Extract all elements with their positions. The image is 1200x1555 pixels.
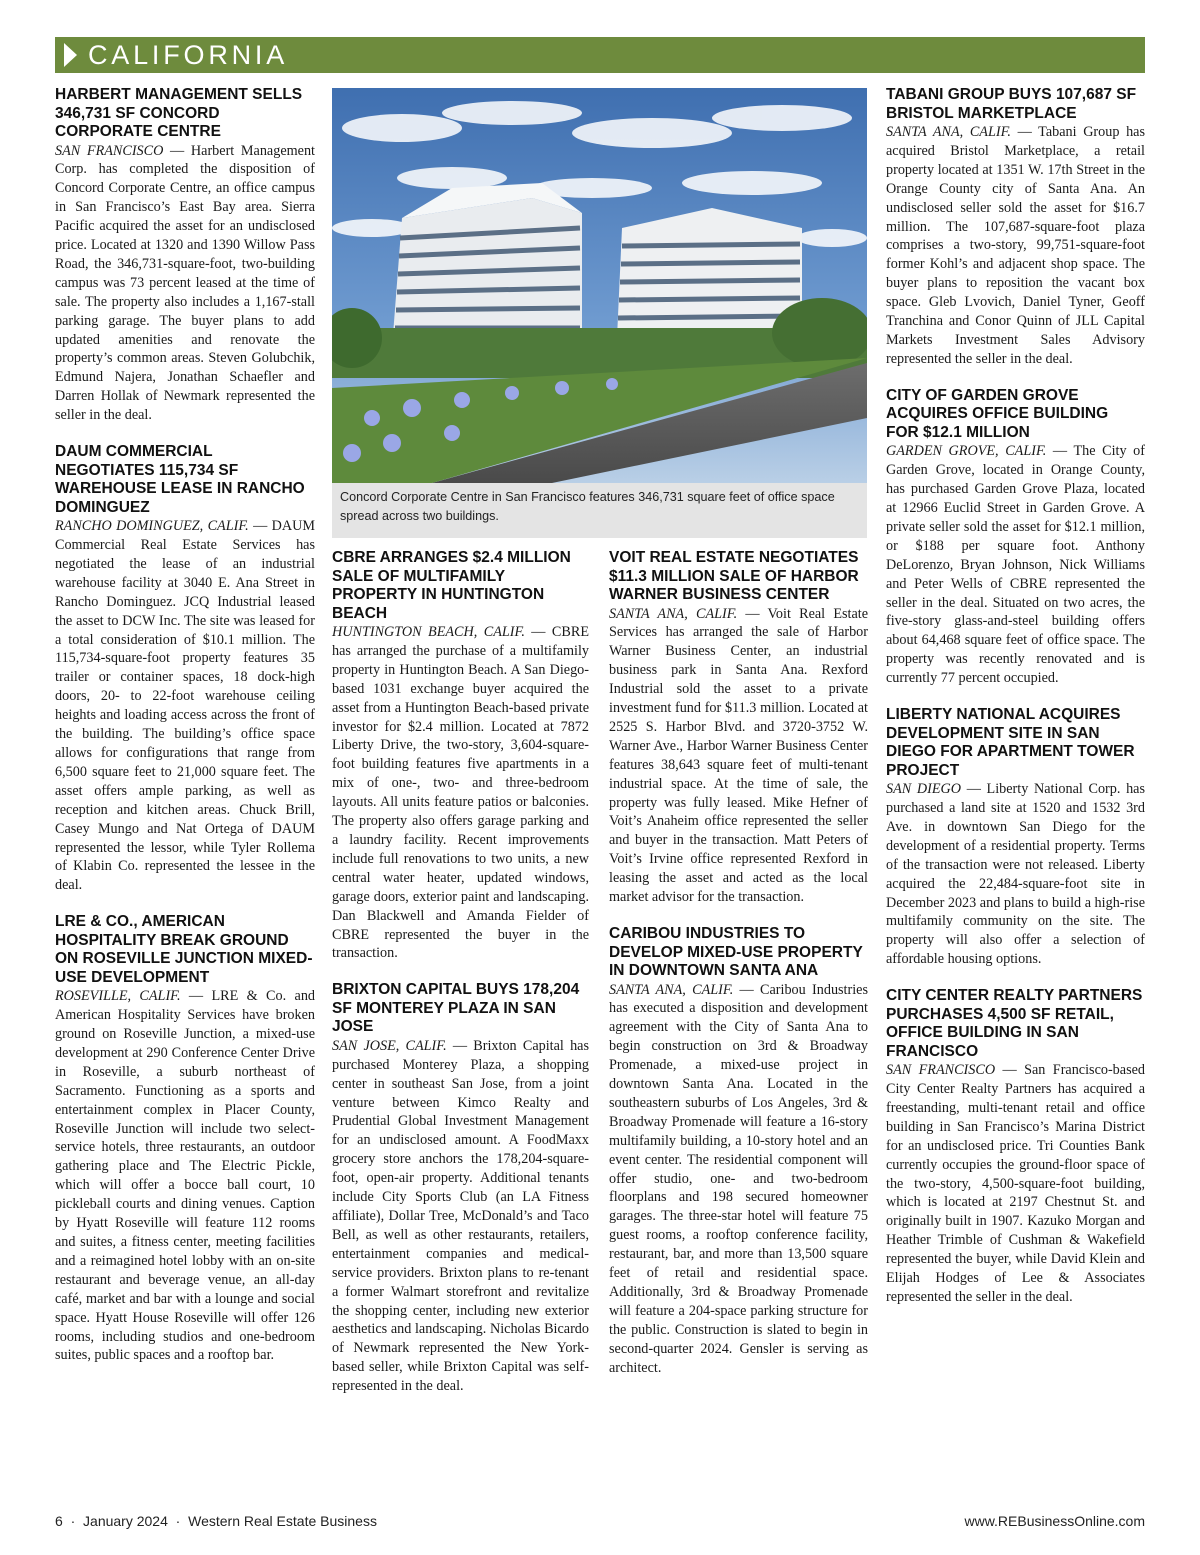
column-1 (55, 86, 315, 1383)
column-2 (332, 549, 589, 1414)
article-body (886, 123, 1145, 369)
article-text: — Harbert Management Corp. has completed the disposition of Concord Corporate Centre, an office campus in San Francisco’s East Bay area. Sierra Pacific acquired the asset for an undisclosed price. Located at 1320 and 1390 Willow Pass Road, the 346,731-square-foot, two-building campus was 73 percent leased at the time of sale. The property also includes a 1,167-stall parking garage. The buyer plans to add updated amenities and renovate the property’s common areas. Steven Golubchik, Edmund Najera, Jonathan Schaefler and Darren Hollak of Newmark represented the seller in the deal. (55, 142, 315, 424)
article-body (55, 517, 315, 895)
dateline: RANCHO DOMINGUEZ, CALIF. (55, 518, 249, 535)
dateline: HUNTINGTON BEACH, CALIF. (332, 624, 525, 640)
article-daum (55, 443, 315, 895)
article-body (55, 987, 315, 1365)
footer-left (55, 1513, 377, 1529)
article-text: — Caribou Industries has executed a disposition and development agreement with the City of Santa Ana to begin construction on 3rd & Broadway Promenade, a mixed-use project in downtown Santa Ana. Located in the southeastern suburbs of Los Angeles, 3rd & Broadway Promenade will feature a 16-story multifamily building, a 10-story hotel and an event center. The residential component will offer studio, one- and two-bedroom floorplans and 198 secured homeowner garages. The three-star hotel will feature 75 guest rooms, a rooftop conference facility, restaurant, bar, and more than 13,500 square feet of retail and residential space. Additionally, 3rd & Broadway Promenade will feature a 204-space parking structure for the public. Construction is slated to begin in second-quarter 2024. Gensler is serving as architect. (609, 981, 868, 1376)
arrow-right-icon (64, 43, 77, 67)
article-headline: DAUM COMMERCIAL NEGOTIATES 115,734 SF WAREHOUSE LEASE IN RANCHO DOMINGUEZ (55, 443, 305, 516)
dateline: GARDEN GROVE, CALIF. (886, 443, 1047, 460)
article-body (609, 605, 868, 908)
article-body (609, 981, 868, 1378)
article-headline: TABANI GROUP BUYS 107,687 SF BRISTOL MARKETPLACE (886, 86, 1137, 122)
dateline: SANTA ANA, CALIF. (609, 605, 738, 622)
article-voit (609, 549, 868, 907)
column-3 (609, 549, 868, 1396)
section-title: CALIFORNIA (88, 40, 289, 70)
article-text: — Voit Real Estate Services has arranged the sale of Harbor Warner Business Center, an industrial business park in Santa Ana. Rexford Industrial sold the asset to a private investment fund for $11.3 million. Located at 2525 S. Harbor Blvd. and 3720-3752 W. Warner Ave., Harbor Warner Business Center features 38,643 square feet of multi-tenant industrial space. At the time of sale, the property was fully leased. Mike Hefner of Voit’s Anaheim office represented the seller and buyer in the transaction. Matt Peters of Voit’s Irvine office represented Rexford in leasing the asset and acted as the local market advisor for the transaction. (609, 605, 868, 906)
article-body (55, 142, 315, 426)
column-4 (886, 86, 1145, 1325)
article-lre (55, 913, 315, 1365)
dateline: SAN JOSE, CALIF. (332, 1037, 447, 1054)
article-headline: VOIT REAL ESTATE NEGOTIATES $11.3 MILLION SALE OF HARBOR WARNER BUSINESS CENTER (609, 549, 859, 603)
article-brixton (332, 981, 589, 1396)
article-headline: CITY OF GARDEN GROVE ACQUIRES OFFICE BUILDING FOR $12.1 MILLION (886, 386, 1109, 441)
article-headline: HARBERT MANAGEMENT SELLS 346,731 SF CONCORD CORPORATE CENTRE (55, 86, 303, 140)
article-headline: LRE & CO., AMERICAN HOSPITALITY BREAK GROUND ON ROSEVILLE JUNCTION MIXED-USE DEVELOPMENT (55, 913, 313, 986)
article-liberty (886, 706, 1145, 969)
article-headline: CBRE ARRANGES $2.4 MILLION SALE OF MULTIFAMILY PROPERTY IN HUNTINGTON BEACH (332, 549, 571, 622)
article-body (886, 780, 1145, 969)
footer-separator: · (70, 1513, 76, 1529)
footer-separator: · (175, 1513, 181, 1529)
article-text: — Brixton Capital has purchased Monterey Plaza, a shopping center in southeast San Jose, from a joint venture between Kimco Realty and Prudential Global Investment Management for an undisclosed amount. A FoodMaxx grocery store anchors the 178,204-square-foot, open-air property. Additional tenants include City Sports Club (an LA Fitness affiliate), Dollar Tree, McDonald’s and Taco Bell, as well as other restaurants, retailers, entertainment companies and medical-service providers. Brixton plans to re-tenant a former Walmart storefront and revitalize the shopping center, including new exterior aesthetics and landscaping. Nicholas Bicardo of Newmark represented the New York-based seller, while Brixton Capital was self-represented in the deal. (332, 1037, 589, 1395)
issue-date: January 2024 (83, 1513, 168, 1529)
article-text: — San Francisco-based City Center Realty Partners has acquired a freestanding, multi-tenant retail and office building in San Francisco’s Marina District for an undisclosed price. Tri Counties Bank currently occupies the ground-floor space of the two-story, 4,500-square-foot building, which is located at 2197 Chestnut St. and originally built in 1907. Kazuko Morgan and Heather Trimble of Cushman & Wakefield represented the buyer, while David Klein and Elijah Hodges of Lee & Associates represented the seller in the deal. (886, 1062, 1145, 1305)
page-number: 6 (55, 1513, 63, 1529)
dateline: ROSEVILLE, CALIF. (55, 988, 181, 1005)
article-headline: CITY CENTER REALTY PARTNERS PURCHASES 4,500 SF RETAIL, OFFICE BUILDING IN SAN FRANCISCO (886, 987, 1143, 1060)
article-text: — Tabani Group has acquired Bristol Marketplace, a retail property located at 1351 W. 17th Street in the Orange County city of Santa Ana. An undisclosed seller sold the asset for $16.7 million. The 107,687-square-foot plaza comprises a two-story, 99,751-square-foot former Kohl’s and adjacent shop space. The buyer plans to reposition the vacant box space. Gleb Lvovich, Daniel Tyner, Geoff Tranchina and Conor Quinn of JLL Capital Markets Investment Sales Advisory represented the seller in the deal. (886, 124, 1145, 367)
publication-name: Western Real Estate Business (188, 1513, 377, 1529)
article-body (332, 623, 589, 963)
dateline: SAN FRANCISCO (886, 1062, 996, 1079)
website-link[interactable]: www.REBusinessOnline.com (964, 1513, 1145, 1529)
article-text: — Liberty National Corp. has purchased a land site at 1520 and 1532 3rd Ave. in downtown San Diego for the development of a residential property. Terms of the transaction were not released. Liberty acquired the 22,484-square-foot site in December 2023 and plans to build a high-rise multifamily community on the site. The property will also offer a selection of affordable housing options. (886, 781, 1145, 968)
article-body (332, 1037, 589, 1396)
article-headline: LIBERTY NATIONAL ACQUIRES DEVELOPMENT SITE IN SAN DIEGO FOR APARTMENT TOWER PROJECT (886, 706, 1135, 779)
dateline: SAN DIEGO (886, 781, 962, 798)
article-headline: BRIXTON CAPITAL BUYS 178,204 SF MONTEREY PLAZA IN SAN JOSE (332, 981, 580, 1036)
article-text: — DAUM Commercial Real Estate Services has negotiated the lease of an industrial warehouse facility at 3040 E. Ana Street in Rancho Dominguez. JCQ Industrial leased the asset to DCW Inc. The site was leased for a total consideration of $10.1 million. The 115,734-square-foot property features 35 trailer or container spaces, 18 dock-high doors, 20- to 22-foot warehouse ceiling heights and loading access across the front of the building. The building’s office space allows for configurations that range from 6,500 square feet to 21,000 square feet. The asset offers ample parking, as well as reception and kitchen areas. Chuck Brill, Casey Mungo and Nat Ortega of DAUM represented the lessor, while Tyler Rollema of Klabin Co. represented the lessee in the deal. (55, 518, 315, 894)
article-body (886, 442, 1145, 688)
section-banner (55, 37, 1145, 73)
dateline: SANTA ANA, CALIF. (886, 124, 1011, 140)
article-body (886, 1061, 1145, 1307)
building-photo (332, 88, 867, 483)
article-text: — The City of Garden Grove, located in Orange County, has purchased Garden Grove Plaza, located at 12966 Euclid Street in Garden Grove. A private seller sold the asset for $12.1 million, or $188 per square foot. Anthony DeLorenzo, Bryan Johnson, Nick Williams and Peter Wells of CBRE represented the seller in the deal. Situated on two acres, the five-story glass-and-steel building offers about 64,468 square feet of office space. The property was recently renovated and is currently 77 percent occupied. (886, 443, 1145, 687)
article-harbert (55, 86, 315, 425)
article-gardengrove (886, 387, 1145, 688)
article-tabani (886, 86, 1145, 369)
photo-caption: Concord Corporate Centre in San Francisco features 346,731 square feet of office space spread across two buildings. (332, 483, 867, 538)
article-headline: CARIBOU INDUSTRIES TO DEVELOP MIXED-USE PROPERTY IN DOWNTOWN SANTA ANA (609, 925, 863, 979)
dateline: SAN FRANCISCO (55, 142, 164, 159)
article-caribou (609, 925, 868, 1378)
article-citycenter (886, 987, 1145, 1307)
article-cbre (332, 549, 589, 963)
article-text: — CBRE has arranged the purchase of a multifamily property in Huntington Beach. A San Diego-based 1031 exchange buyer acquired the asset from a Huntington Beach-based private investor for $2.4 million. Located at 7872 Liberty Drive, the two-story, 3,604-square-foot building features five apartments in a mix of one-, two- and three-bedroom layouts. All units feature patios or balconies. The property also offers garage parking and a laundry facility. Recent improvements include full renovations to two units, a new central water heater, updated windows, garage doors, exterior paint and landscaping. Dan Blackwell and Amanda Fielder of CBRE represented the buyer in the transaction. (332, 624, 589, 962)
article-text: — LRE & Co. and American Hospitality Services have broken ground on Roseville Junction, a mixed-use development at 290 Conference Center Drive in Roseville, a suburb northeast of Sacramento. Functioning as a sports and entertainment complex in Placer County, Roseville Junction will include two select-service hotels, three restaurants, an outdoor gathering place and The Electric Pickle, which will offer a bocce ball court, 10 pickleball courts and dining venues. Caption by Hyatt Roseville will feature 112 rooms and suites, a fitness center, meeting facilities and a reimagined hotel lobby with an on-site restaurant and beverage venue, an all-day café, market and bar with a lounge and social space. Hyatt House Roseville will offer 126 rooms, including studios and one-bedroom suites, public spaces and a rooftop bar. (55, 988, 316, 1364)
dateline: SANTA ANA, CALIF. (609, 981, 734, 998)
